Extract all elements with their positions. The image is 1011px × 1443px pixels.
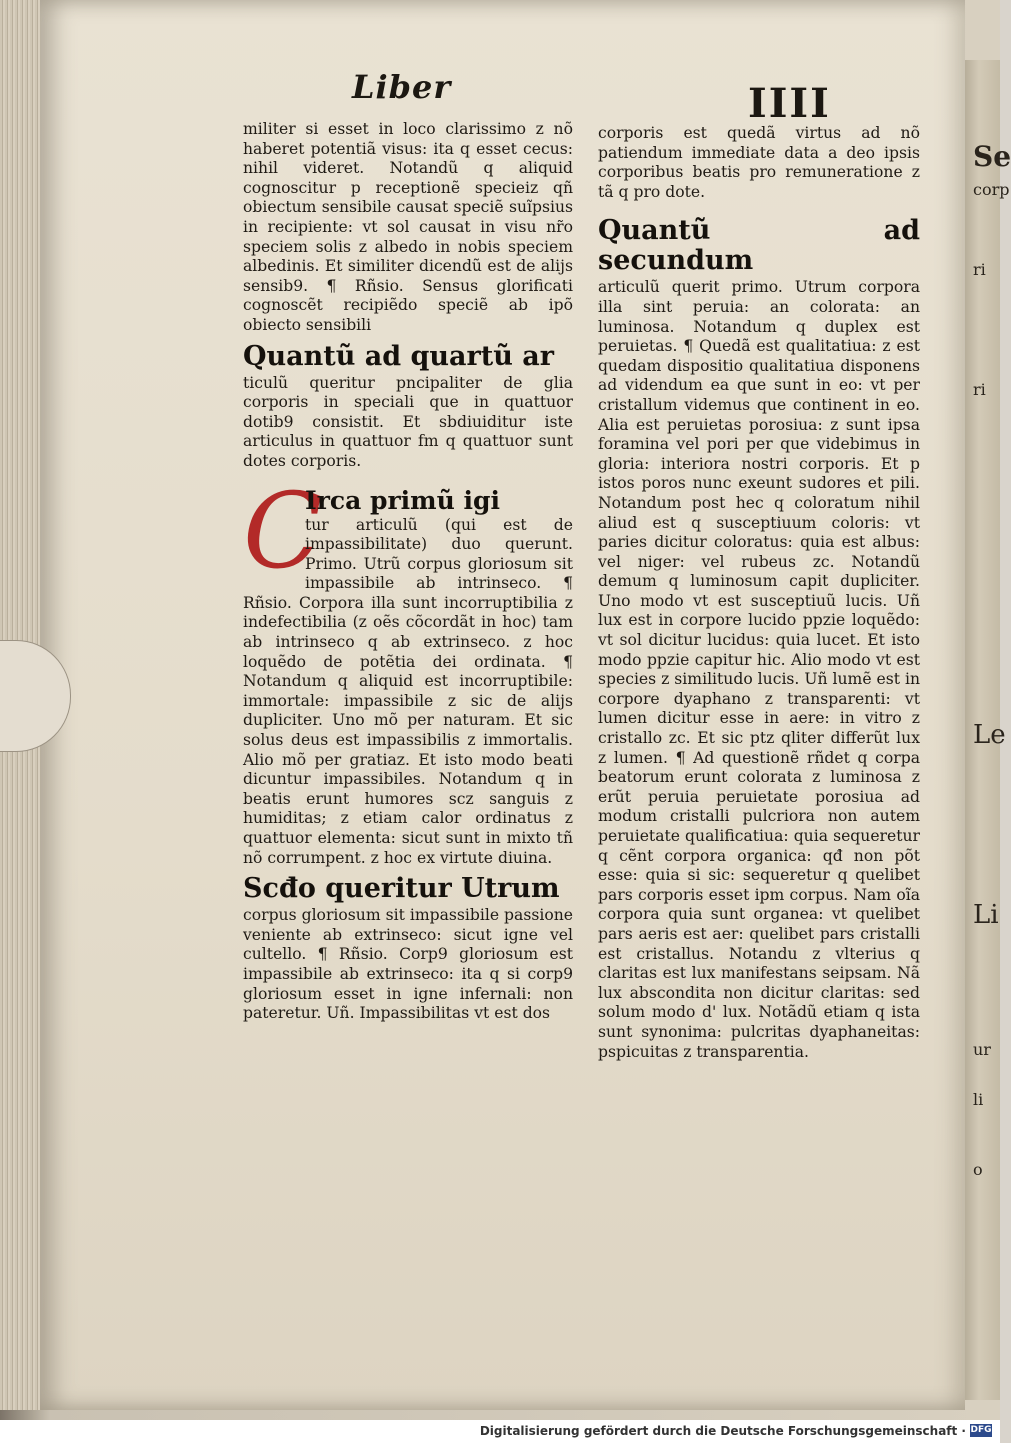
- next-page-fragment: ri: [973, 380, 986, 399]
- section-heading: Quantũ ad quartũ ar: [243, 340, 555, 372]
- folio-number: IIII: [748, 80, 831, 127]
- next-page-fragment: Li: [973, 900, 999, 930]
- paragraph: ticulũ queritur pncipaliter de glia corporis in speciali que in quattuor dotib9 consistit. Et sbdiuiditur iste articulus in quattuor fm q quattuor sunt dotes corporis.: [243, 373, 573, 470]
- section-heading: Scđo queritur Utrum: [243, 873, 560, 905]
- paragraph: militer si esset in loco clarissimo z nõ haberet potentiã visus: ita q esset cecus: nihil videret. Notandũ q aliquid cognoscitur p receptionẽ specieiz qñ obiectum sensibile causat speciẽ suĩpsius in recipiente: vt sol causat in visu nr̃o speciem solis z albedo in nobis speciem albedinis. Et similiter dicendũ est de alijs sensib9. ¶ Rñsio. Sensus glorificati cognoscẽt recipiẽdo speciẽ ab ipõ obiecto sensibili: [243, 120, 573, 334]
- right-text-column: [598, 124, 920, 1062]
- next-page-fragment: Se: [973, 140, 1011, 173]
- next-page-edge: [965, 60, 1011, 1400]
- dfg-logo: DFG: [970, 1425, 992, 1435]
- paragraph: tur articulũ (qui est de impassibilitate) duo querunt. Primo. Utrũ corpus gloriosum sit impassibile ab intrinseco. ¶ Rñsio. Corpora illa sunt incorruptibilia z indefectibilia (z oẽs cõcordãt in hoc) tam ab intrinseco q ab extrinseco. z hoc loquẽdo de potẽtia dei ordinata. ¶ Notandum q aliquid est incorruptibile: immortale: impassibile z sic de alijs dupliciter. Uno mõ per naturam. Et sic solus deus est impassibilis z immortalis. Alio mõ per gratiaz. Et isto modo beati dicuntur impassibiles. Notandum q in beatis erunt humores scz sanguis z humiditas; z etiam calor ordinatus z quattuor elementa: sicut sunt in mixto tñ nõ corrumpent. z hoc ex virtute diuina.: [243, 515, 573, 867]
- running-head-left: Liber: [352, 68, 452, 106]
- paragraph: corpus gloriosum sit impassibile passione veniente ab extrinseco: sicut igne vel cultello. ¶ Rñsio. Corp9 gloriosum est impassibile ab extrinseco: ita q si corp9 gloriosum esset in igne infernali: non pateretur. Uñ. Impassibilitas vt est dos: [243, 906, 573, 1023]
- next-page-fragment: Le: [973, 720, 1006, 750]
- left-text-column: [243, 120, 573, 1024]
- next-page-fragment: o: [973, 1160, 983, 1179]
- paragraph: corporis est quedã virtus ad nõ patiendum immediate data a deo ipsis corporibus beatis pro remuneratione z tã q pro dote.: [598, 124, 920, 201]
- rubricated-initial: C: [243, 469, 323, 592]
- digitization-credit: Digitalisierung gefördert durch die Deutsche Forschungsgemeinschaft ·: [479, 1424, 966, 1438]
- chapter-opening: [243, 469, 573, 869]
- next-page-fragment: li: [973, 1090, 984, 1109]
- next-page-fragment: corp: [973, 180, 1010, 199]
- next-page-fragment: ri: [973, 260, 986, 279]
- paragraph: articulũ querit primo. Utrum corpora illa sint peruia: an colorata: an luminosa. Notandum q duplex est peruietas. ¶ Quedã est qualitatiua: z est quedam dispositio qualitatiua disponens ad videndum ea que sunt in eo: vt per cristallum videmus que continent in eo. Alia est peruietas porosiua: z sunt ipsa foramina vel pori per que videbimus in gloria: interiora nostri corporis. Et p istos poros nunc exeunt sudores et pili. Notandum post hec q coloratum nihil aliud est q susceptiuum coloris: vt paries dicitur coloratus: quia est albus: vel niger: vel rubeus zc. Notandũ demum q luminosum capit dupliciter. Uno modo vt est susceptiuũ lucis. Uñ lux est in corpore lucido ppzie loquẽdo: vt sol dicitur lucidus: quia lucet. Et isto modo ppzie capitur hic. Alio modo vt est species z similitudo lucis. Uñ lumẽ est in corpore dyaphano z transparenti: vt lumen dicitur esse in aere: in vitro z cristallo zc. Et sic ptz qliter differũt lux z lumen. ¶ Ad questionẽ rñdet q corpa beatorum erunt colorata z luminosa z erũt peruia peruietate porosiua ad modum cristalli pulcriora non autem peruietate qualificatiua: quia sequeretur q cẽnt corpora organica: qđ non põt esse: quia si sic: sequeretur q quelibet pars corporis esset ipm corpus. Nam oĩa corpora quia sunt organea: vt quelibet pars aeris est aer: quelibet pars cristalli est cristallus. Notandu z vlterius q claritas est lux manifestans seipsam. Nã lux abscondita non dicitur claritas: sed solum modo d' lux. Notãdũ etiam q ista sunt synonima: pulcritas dyaphaneitas: pspicuitas z transparentia.: [598, 278, 920, 1061]
- next-page-fragment: ur: [973, 1040, 991, 1059]
- section-heading: Irca primũ igi: [305, 485, 500, 515]
- section-heading: Quantũ ad secundum: [598, 215, 920, 277]
